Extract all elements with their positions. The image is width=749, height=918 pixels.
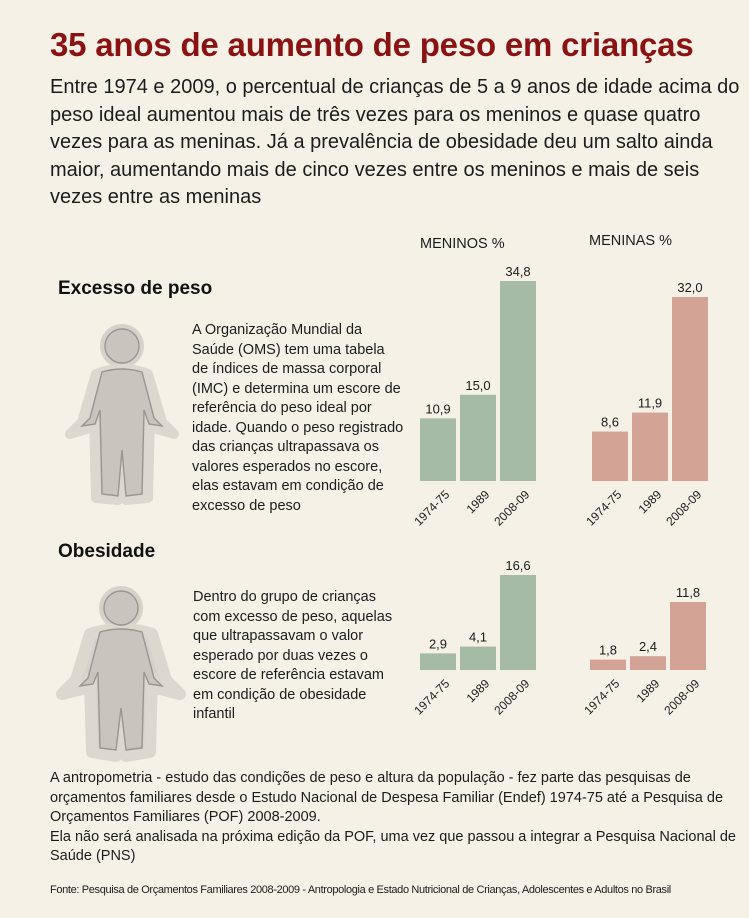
obesity-girls-bar-0 bbox=[590, 660, 626, 670]
excess-description: A Organização Mundial da Saúde (OMS) tem uma tabela de índices de massa corporal (IMC) e determina um escore de referência do peso ideal por idade. Quando o peso registrado das crianças ultrapassava os valores esperados no escore, elas estavam em condição de excesso de peso bbox=[192, 322, 404, 514]
obesity-girls-value-label-0: 1,8 bbox=[598, 642, 618, 658]
obesity-boys-value-label-0: 2,9 bbox=[428, 636, 448, 652]
excess-girls-bar-1 bbox=[632, 413, 668, 481]
obesity-boys-value-label-2: 16,6 bbox=[505, 558, 531, 573]
intro-paragraph: Entre 1974 e 2009, o percentual de crianças de 5 a 9 anos de idade acima do peso ideal aumentou mais de três vezes para os meninos e quase quatro vezes para as meninas. Já a prevalência de obesidade deu um salto ainda maior, aumentando mais de cinco vezes entre os meninos e mais de seis vezes entre as meninas bbox=[50, 76, 740, 209]
excess-boys-value-label-1: 15,0 bbox=[465, 377, 491, 393]
obesity-girls-value-label-2: 11,8 bbox=[675, 585, 701, 600]
excess-girls-bar-0 bbox=[592, 432, 628, 481]
footer-note bbox=[50, 769, 740, 867]
footer-note-paragraph-2: Ela não será analisada na próxima edição da POF, uma vez que passou a integrar a Pesquisa Nacional de Saúde (PNS) bbox=[50, 828, 736, 865]
excess-section-label: Excesso de peso bbox=[58, 278, 213, 299]
excess-girls-value-label-1: 11,9 bbox=[637, 395, 663, 411]
obesity-girls-category-label-0: 1974-75 bbox=[581, 676, 623, 718]
obesity-girls-bar-2 bbox=[670, 602, 706, 670]
page-title: 35 anos de aumento de peso em crianças bbox=[50, 26, 694, 63]
obesity-boys-category-label-1: 1989 bbox=[463, 676, 493, 706]
chart-obesity-boys bbox=[400, 548, 560, 770]
excess-girls-value-label-0: 8,6 bbox=[600, 414, 620, 430]
excess-boys-bar-1 bbox=[460, 395, 496, 481]
source-credit: Fonte: Pesquisa de Orçamentos Familiares 2008-2009 - Antropologia e Estado Nutricional de Crianças, Adolescentes e Adultos no Brasil bbox=[50, 884, 671, 896]
obesity-boys-category-label-0: 1974-75 bbox=[411, 676, 453, 718]
chart-obesity-girls bbox=[570, 548, 730, 770]
child-silhouette-obesity-icon bbox=[56, 582, 186, 772]
excess-boys-bar-2 bbox=[500, 281, 536, 481]
excess-boys-bar-0 bbox=[420, 418, 456, 481]
excess-girls-category-label-2: 2008-09 bbox=[663, 487, 705, 529]
excess-boys-category-label-0: 1974-75 bbox=[411, 487, 453, 529]
footer-note-paragraph-1: A antropometria - estudo das condições de peso e altura da população - fez parte das pesquisas de orçamentos familiares desde o Estudo Nacional de Despesa Familiar (Endef) 1974-75 até a Pesquisa de Orçamentos Familiares (POF) 2008-2009. bbox=[50, 770, 724, 826]
obesity-boys-value-label-1: 4,1 bbox=[468, 629, 488, 645]
excess-girls-bar-2 bbox=[672, 297, 708, 481]
chart-excess-girls bbox=[570, 255, 730, 545]
obesity-girls-category-label-2: 2008-09 bbox=[661, 676, 703, 718]
girls-series-header: MENINAS % bbox=[589, 233, 672, 249]
excess-girls-category-label-0: 1974-75 bbox=[583, 487, 625, 529]
obesity-section-label: Obesidade bbox=[58, 541, 156, 562]
excess-girls-value-label-2: 32,0 bbox=[677, 280, 703, 295]
obesity-boys-bar-0 bbox=[420, 653, 456, 670]
obesity-girls-category-label-1: 1989 bbox=[633, 676, 663, 706]
child-silhouette-excess-icon bbox=[62, 318, 182, 518]
obesity-boys-bar-2 bbox=[500, 575, 536, 670]
boys-series-header: MENINOS % bbox=[420, 236, 505, 252]
obesity-boys-bar-1 bbox=[460, 647, 496, 670]
obesity-boys-category-label-2: 2008-09 bbox=[491, 676, 533, 718]
excess-boys-category-label-2: 2008-09 bbox=[491, 487, 533, 529]
excess-boys-value-label-0: 10,9 bbox=[425, 401, 451, 417]
excess-girls-category-label-1: 1989 bbox=[635, 487, 665, 517]
obesity-girls-value-label-1: 2,4 bbox=[638, 639, 658, 655]
excess-boys-value-label-2: 34,8 bbox=[505, 264, 531, 279]
obesity-description: Dentro do grupo de crianças com excesso de peso, aquelas que ultrapassavam o valor esperado por duas vezes o escore de referência estavam em condição de obesidade infantil bbox=[193, 589, 393, 722]
excess-boys-category-label-1: 1989 bbox=[463, 487, 493, 517]
chart-excess-boys bbox=[400, 255, 560, 545]
obesity-girls-bar-1 bbox=[630, 656, 666, 670]
